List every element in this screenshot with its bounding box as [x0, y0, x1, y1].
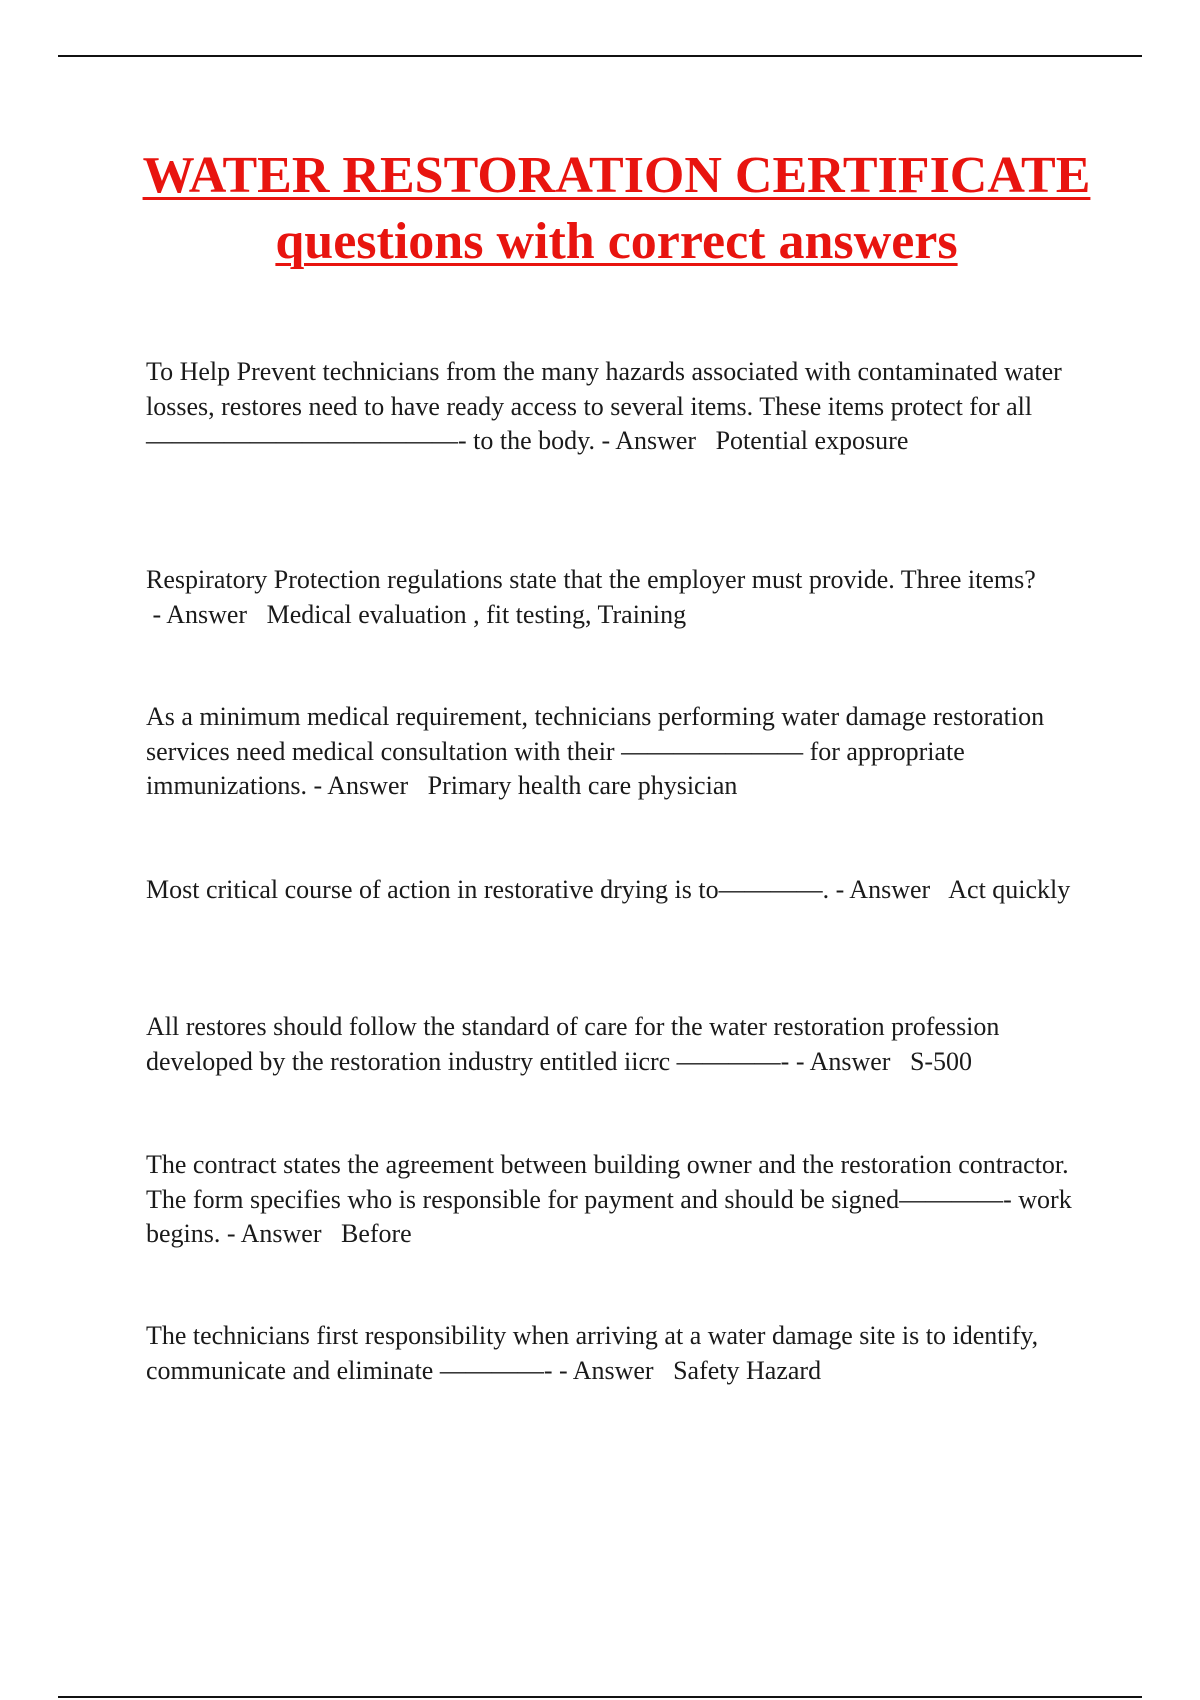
document-title: WATER RESTORATION CERTIFICATE questions with correct answers: [142, 147, 1091, 270]
answer-separator: - Answer: [594, 426, 716, 455]
question-text: The contract states the agreement between building owner and the restoration contractor. The form specifies who is responsible for payment and should be signed————- work begins.: [146, 1150, 1072, 1248]
answer-text: S-500: [909, 1046, 973, 1076]
answer-text: Medical evaluation , fit testing, Training: [266, 599, 687, 629]
question-text: All restores should follow the standard of care for the water restoration profession developed by the restoration industry entitled iicrc ————-: [146, 1012, 1000, 1076]
qa-item: [146, 873, 1081, 908]
qa-item: [146, 1319, 1081, 1388]
answer-separator: - Answer: [552, 1355, 674, 1385]
bottom-rule: [58, 1696, 1142, 1698]
answer-text: Primary health care physician: [427, 771, 738, 800]
answer-separator: - Answer: [307, 771, 428, 800]
answer-separator: - Answer: [789, 1046, 910, 1076]
answer-text: Potential exposure: [715, 426, 909, 455]
question-text: Most critical course of action in restorative drying is to————.: [146, 875, 830, 904]
answer-text: Act quickly: [948, 875, 1071, 904]
question-text: Respiratory Protection regulations state that the employer must provide. Three items?: [146, 565, 1036, 594]
question-text: To Help Prevent technicians from the many hazards associated with contaminated water losses, restores need to have ready access to several items. These items protect for all————————————- to the body.: [146, 357, 1062, 455]
qa-item: [146, 355, 1081, 459]
qa-item: [146, 1010, 1081, 1079]
question-text: As a minimum medical requirement, technicians performing water damage restoration services need medical consultation with their ——————— for appropriate immunizations.: [146, 702, 1045, 800]
answer-text: Before: [340, 1219, 412, 1248]
answer-separator: - Answer: [146, 599, 267, 629]
qa-item: [146, 563, 1081, 632]
answer-text: Safety Hazard: [673, 1355, 822, 1385]
qa-item: [146, 1148, 1081, 1252]
answer-separator: - Answer: [220, 1219, 341, 1248]
qa-item: [146, 700, 1081, 804]
question-text: The technicians first responsibility when arriving at a water damage site is to identify, communicate and eliminate ————-: [146, 1321, 1039, 1385]
top-rule: [58, 55, 1142, 57]
answer-separator: - Answer: [829, 875, 949, 904]
